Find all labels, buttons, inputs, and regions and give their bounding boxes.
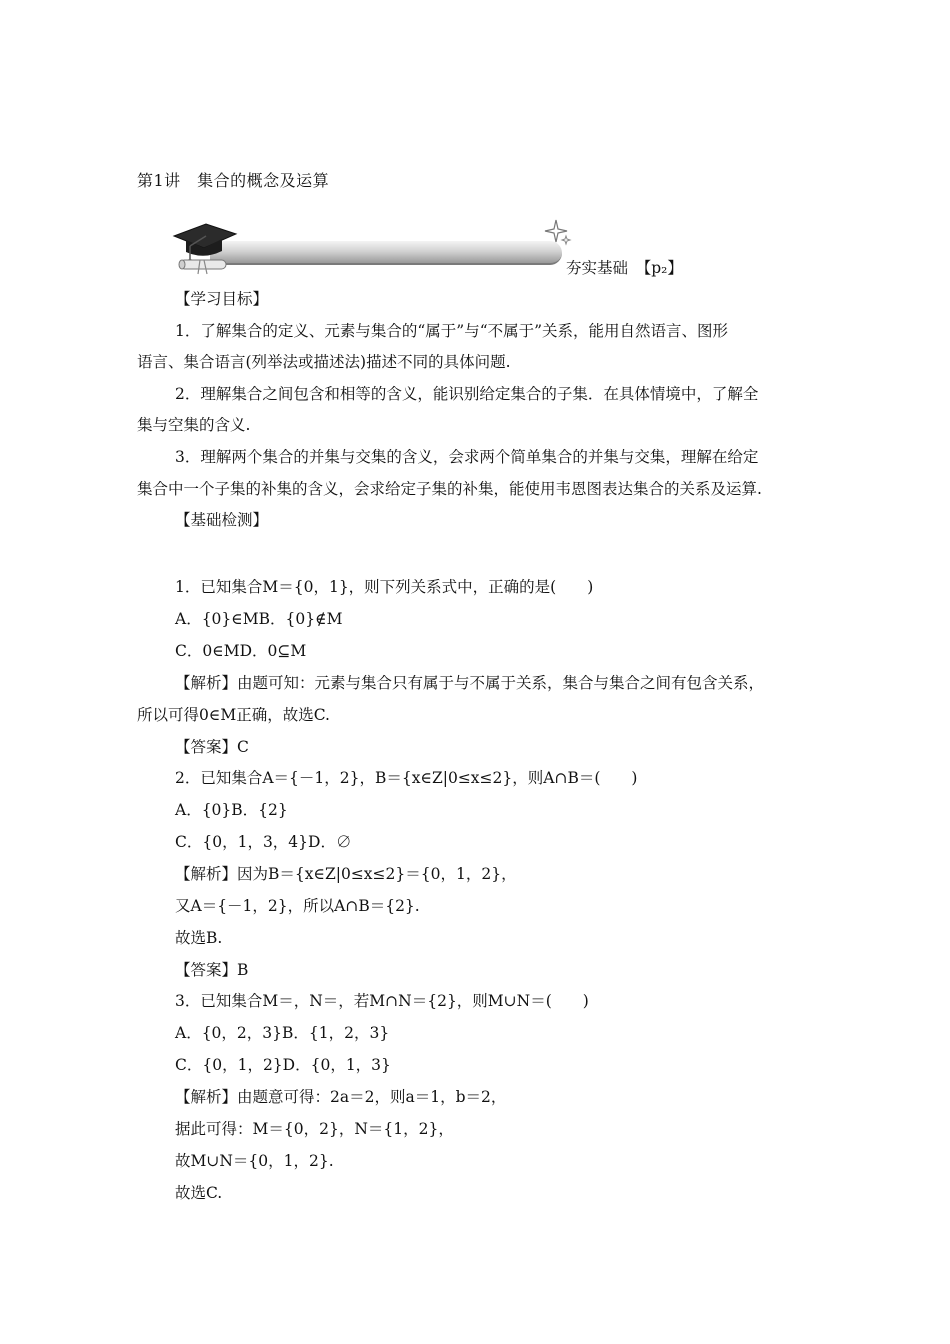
text-line: A．{0，2，3}B．{1，2，3}: [175, 1024, 390, 1042]
text-line: 集合中一个子集的补集的含义，会求给定子集的补集，能使用韦恩图表达集合的关系及运算.: [137, 480, 762, 498]
text-line: 1．了解集合的定义、元素与集合的“属于”与“不属于”关系，能用自然语言、图形: [175, 322, 729, 340]
text-line: C．{0，1，2}D．{0，1，3}: [175, 1056, 391, 1074]
text-line: 所以可得0∈M正确，故选C.: [137, 706, 330, 724]
text-line: C．{0，1，3，4}D．∅: [175, 833, 352, 851]
text-line: C．0∈MD．0⊆M: [175, 642, 307, 660]
text-line: 语言、集合语言(列举法或描述法)描述不同的具体问题.: [137, 353, 511, 371]
section-banner: [170, 218, 683, 278]
text-line: 故M∪N＝{0，1，2}.: [175, 1152, 334, 1170]
text-line: 据此可得：M＝{0，2}，N＝{1，2}，: [175, 1120, 454, 1138]
sparkle-icon: [542, 218, 572, 246]
text-line: 3．已知集合M＝，N＝，若M∩N＝{2}，则M∪N＝( ): [175, 992, 589, 1010]
text-line: 【解析】由题可知：元素与集合只有属于与不属于关系，集合与集合之间有包含关系，: [175, 674, 765, 692]
lesson-title: 第1讲 集合的概念及运算: [137, 171, 330, 190]
graduation-cap-icon: [170, 220, 240, 276]
text-line: 【解析】因为B＝{x∈Z|0≤x≤2}＝{0，1，2}，: [175, 865, 517, 883]
text-line: 又A＝{－1，2}，所以A∩B＝{2}.: [175, 897, 420, 915]
text-line: 集与空集的含义.: [137, 416, 251, 434]
text-line: 【答案】C: [175, 738, 249, 756]
text-line: A．{0}B．{2}: [175, 801, 288, 819]
banner-label: 夯实基础 【p₂】: [566, 259, 683, 277]
text-line: 【答案】B: [175, 961, 249, 979]
text-line: 2．理解集合之间包含和相等的含义，能识别给定集合的子集．在具体情境中，了解全: [175, 385, 759, 403]
text-line: 故选B.: [175, 929, 223, 947]
text-line: 【学习目标】: [175, 290, 269, 308]
text-line: 3．理解两个集合的并集与交集的含义，会求两个简单集合的并集与交集，理解在给定: [175, 448, 759, 466]
text-line: A．{0}∈MB．{0}∉M: [175, 610, 343, 628]
text-line: 【解析】由题意可得：2a＝2，则a＝1，b＝2，: [175, 1088, 507, 1106]
text-line: 1．已知集合M＝{0，1}，则下列关系式中，正确的是( ): [175, 578, 594, 596]
banner-bar: [210, 241, 562, 265]
text-line: 故选C.: [175, 1184, 223, 1202]
text-line: 2．已知集合A＝{－1，2}，B＝{x∈Z|0≤x≤2}，则A∩B＝( ): [175, 769, 638, 787]
text-line: 【基础检测】: [175, 511, 269, 529]
